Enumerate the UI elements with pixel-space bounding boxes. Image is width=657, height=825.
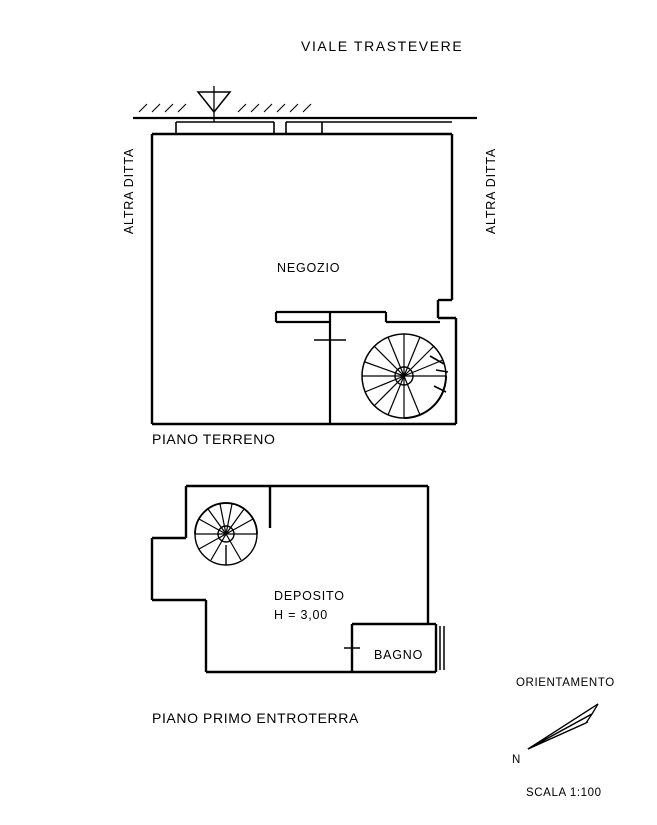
- room-note-deposito-height: H = 3,00: [274, 608, 329, 622]
- orientation-label: ORIENTAMENTO: [516, 677, 615, 689]
- floor-caption-ground: PIANO TERRENO: [152, 431, 276, 447]
- north-indicator-label: N: [512, 754, 521, 766]
- room-label-bagno: BAGNO: [374, 648, 424, 662]
- room-label-deposito: DEPOSITO: [274, 589, 345, 603]
- room-label-negozio: NEGOZIO: [277, 261, 341, 275]
- right-boundary-label: ALTRA DITTA: [484, 148, 498, 235]
- scale-label: SCALA 1:100: [526, 787, 602, 799]
- floor-caption-basement: PIANO PRIMO ENTROTERRA: [152, 710, 359, 726]
- street-title: VIALE TRASTEVERE: [301, 38, 464, 54]
- left-boundary-label: ALTRA DITTA: [122, 148, 136, 235]
